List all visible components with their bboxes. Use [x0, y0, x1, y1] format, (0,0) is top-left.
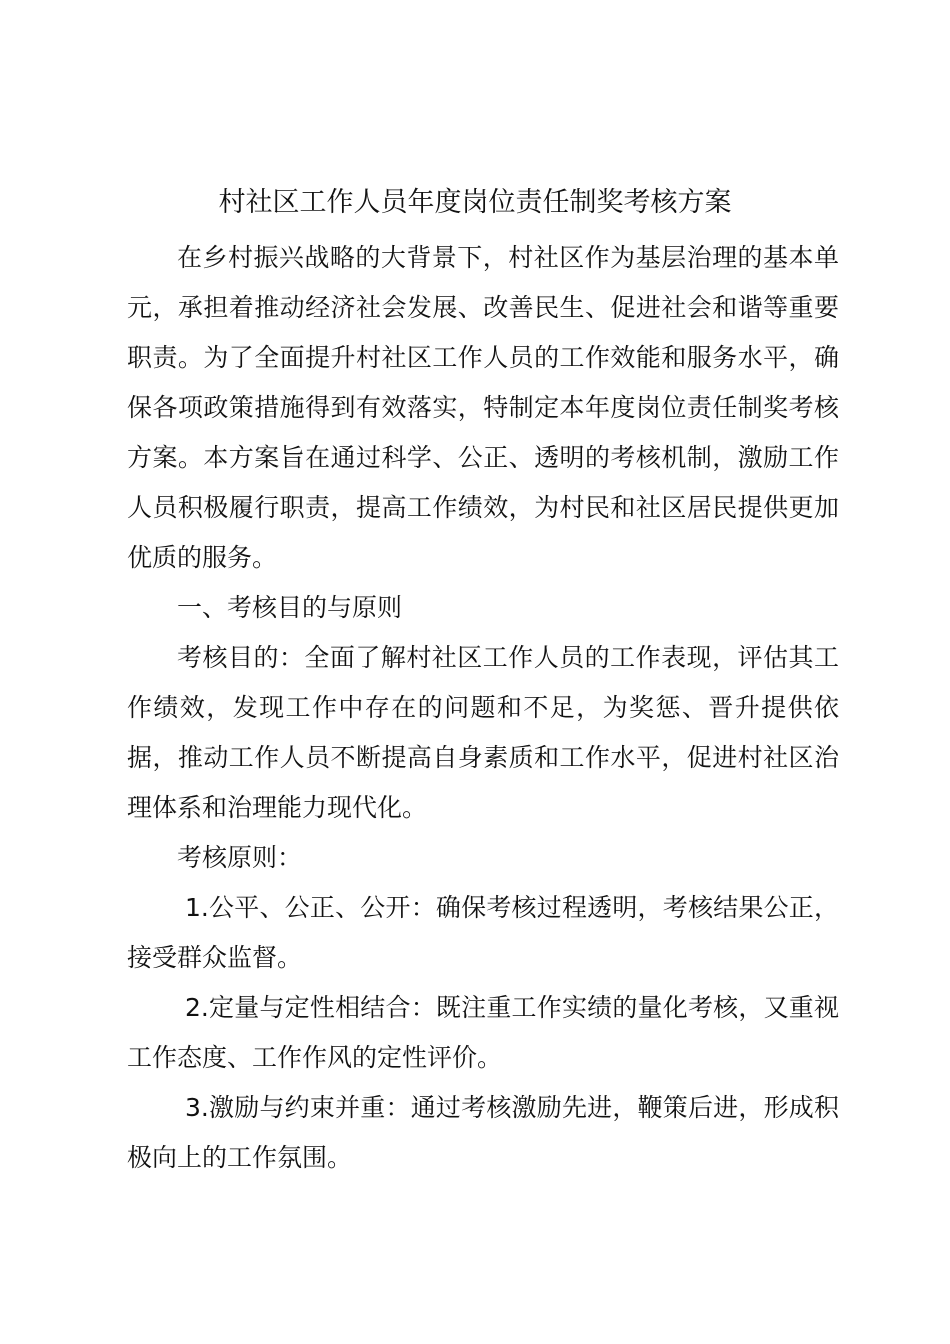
document-body	[127, 233, 839, 1183]
document-title: 村社区工作人员年度岗位责任制奖考核方案	[218, 187, 732, 218]
principle-item-3: 3.激励与约束并重：通过考核激励先进，鞭策后进，形成积极向上的工作氛围。	[127, 1093, 839, 1172]
intro-paragraph: 在乡村振兴战略的大背景下，村社区作为基层治理的基本单元，承担着推动经济社会发展、改善民生、促进社会和谐等重要职责。为了全面提升村社区工作人员的工作效能和服务水平，确保各项政策措施得到有效落实，特制定本年度岗位责任制奖考核方案。本方案旨在通过科学、公正、透明的考核机制，激励工作人员积极履行职责，提高工作绩效，为村民和社区居民提供更加优质的服务。	[127, 243, 839, 572]
principle-item-1: 1.公平、公正、公开：确保考核过程透明，考核结果公正，接受群众监督。	[127, 893, 839, 972]
principle-item-2: 2.定量与定性相结合：既注重工作实绩的量化考核，又重视工作态度、工作作风的定性评价。	[127, 993, 839, 1072]
section-heading: 一、考核目的与原则	[177, 593, 403, 622]
assessment-principles-label: 考核原则：	[177, 843, 303, 872]
assessment-purpose-paragraph: 考核目的：全面了解村社区工作人员的工作表现，评估其工作绩效，发现工作中存在的问题和不足，为奖惩、晋升提供依据，推动工作人员不断提高自身素质和工作水平，促进村社区治理体系和治理能力现代化。	[127, 643, 839, 822]
